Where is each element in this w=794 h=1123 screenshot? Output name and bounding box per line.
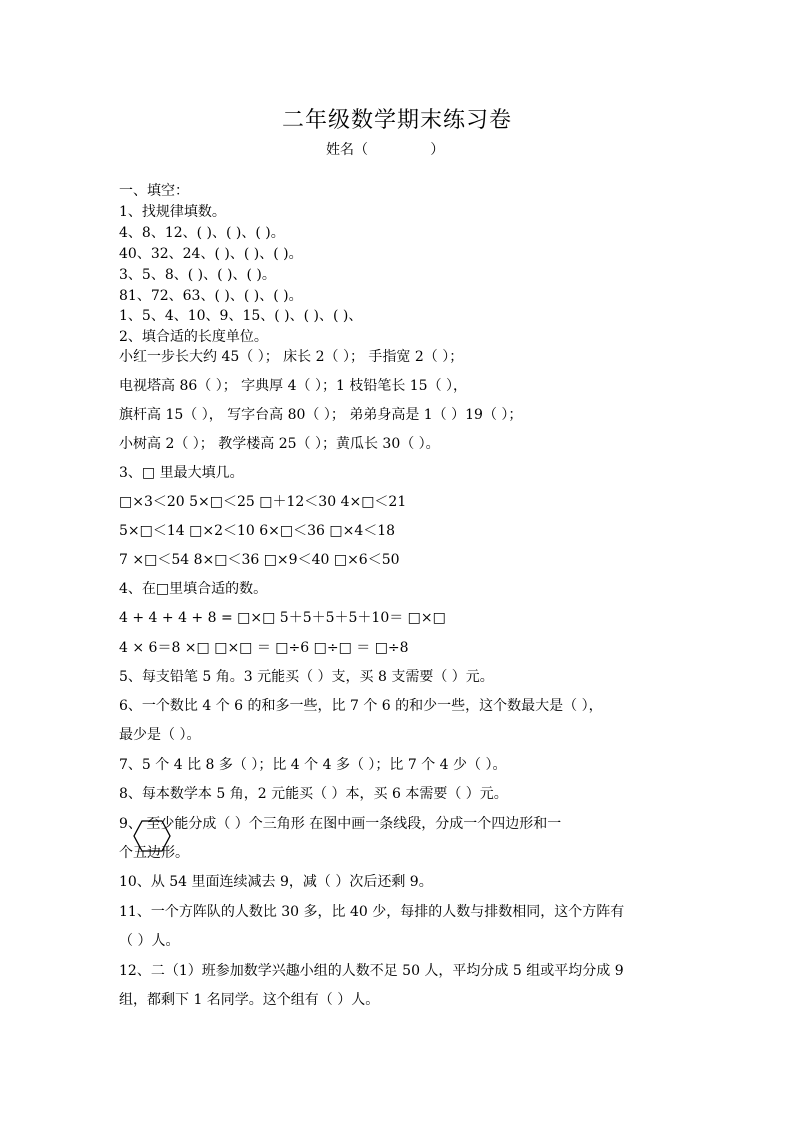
question-line-q8: 8、每本数学本 5 角，2 元能买（ ）本，买 6 本需要（ ）元。 <box>119 786 508 802</box>
question-line-q1: 1、找规律填数。 <box>119 204 226 220</box>
question-line-q10: 10、从 54 里面连续减去 9，减（ ）次后还剩 9。 <box>119 874 433 890</box>
question-line-q3b: 5×□＜14 □×2＜10 6×□＜36 □×4＜18 <box>119 523 396 539</box>
hexagon-figure <box>133 820 171 852</box>
question-line-q6: 6、一个数比 4 个 6 的和多一些，比 7 个 6 的和少一些，这个数最大是（ ）， <box>119 698 603 714</box>
question-line-q6b: 最少是（ ）。 <box>119 727 201 743</box>
page-title: 二年级数学期末练习卷 <box>281 108 512 133</box>
question-line-q1a: 4、8、12、( )、( )、( )。 <box>119 225 285 241</box>
question-line-q2c: 旗杆高 15（ ）， 写字台高 80（ ）； 弟弟身高是 1（ ）19（ ）； <box>119 407 523 423</box>
question-line-q3c: 7 ×□＜54 8×□＜36 □×9＜40 □×6＜50 <box>119 552 400 568</box>
question-line-q4: 4、在□里填合适的数。 <box>119 581 268 597</box>
question-line-q3: 3、□ 里最大填几。 <box>119 465 244 481</box>
question-line-q9b: 个五边形。 <box>119 845 189 861</box>
question-line-q5: 5、每支铅笔 5 角。3 元能买（ ）支，买 8 支需要（ ）元。 <box>119 669 494 685</box>
question-line-q2d: 小树高 2（ ）； 教学楼高 25（ ）；黄瓜长 30（ ）。 <box>119 436 440 452</box>
question-line-q1c: 3、5、8、( )、( )、( )。 <box>119 267 276 283</box>
question-line-q11b: （ ）人。 <box>119 933 180 949</box>
question-line-q4a: 4 + 4 + 4 + 8 = □×□ 5＋5＋5＋5＋10＝ □×□ <box>119 610 446 626</box>
question-line-q9a: 9、 至少能分成（ ）个三角形 在图中画一条线段，分成一个四边形和一 <box>119 816 562 832</box>
question-line-q3a: □×3＜20 5×□＜25 □＋12＜30 4×□＜21 <box>119 494 407 510</box>
question-line-q2a: 小红一步长大约 45（ ）； 床长 2（ ）； 手指宽 2（ ）； <box>119 349 464 365</box>
name-field-label: 姓名（ ） <box>326 142 445 158</box>
question-line-q1d: 81、72、63、( )、( )、( )。 <box>119 288 303 304</box>
question-line-q12: 12、二（1）班参加数学兴趣小组的人数不足 50 人，平均分成 5 组或平均分成 9 <box>119 963 624 979</box>
question-line-q2: 2、填合适的长度单位。 <box>119 329 268 345</box>
question-line-q2b: 电视塔高 86（ ）； 字典厚 4（ ）；1 枝铅笔长 15（ ）， <box>119 378 468 394</box>
question-line-q7: 7、5 个 4 比 8 多（ ）；比 4 个 4 多（ ）；比 7 个 4 少（ ）。 <box>119 757 507 773</box>
question-line-sec1: 一、填空： <box>119 183 189 199</box>
question-line-q1b: 40、32、24、( )、( )、( )。 <box>119 246 303 262</box>
question-line-q1e: 1、5、4、10、9、15、( )、( )、( )、 <box>119 308 363 324</box>
question-line-q4b: 4 × 6＝8 ×□ □×□ ＝ □÷6 □÷□ ＝ □÷8 <box>119 640 409 656</box>
question-line-q11: 11、一个方阵队的人数比 30 多，比 40 少，每排的人数与排数相同，这个方阵有 <box>119 904 625 920</box>
question-line-q12b: 组，都剩下 1 名同学。这个组有（ ）人。 <box>119 992 380 1008</box>
